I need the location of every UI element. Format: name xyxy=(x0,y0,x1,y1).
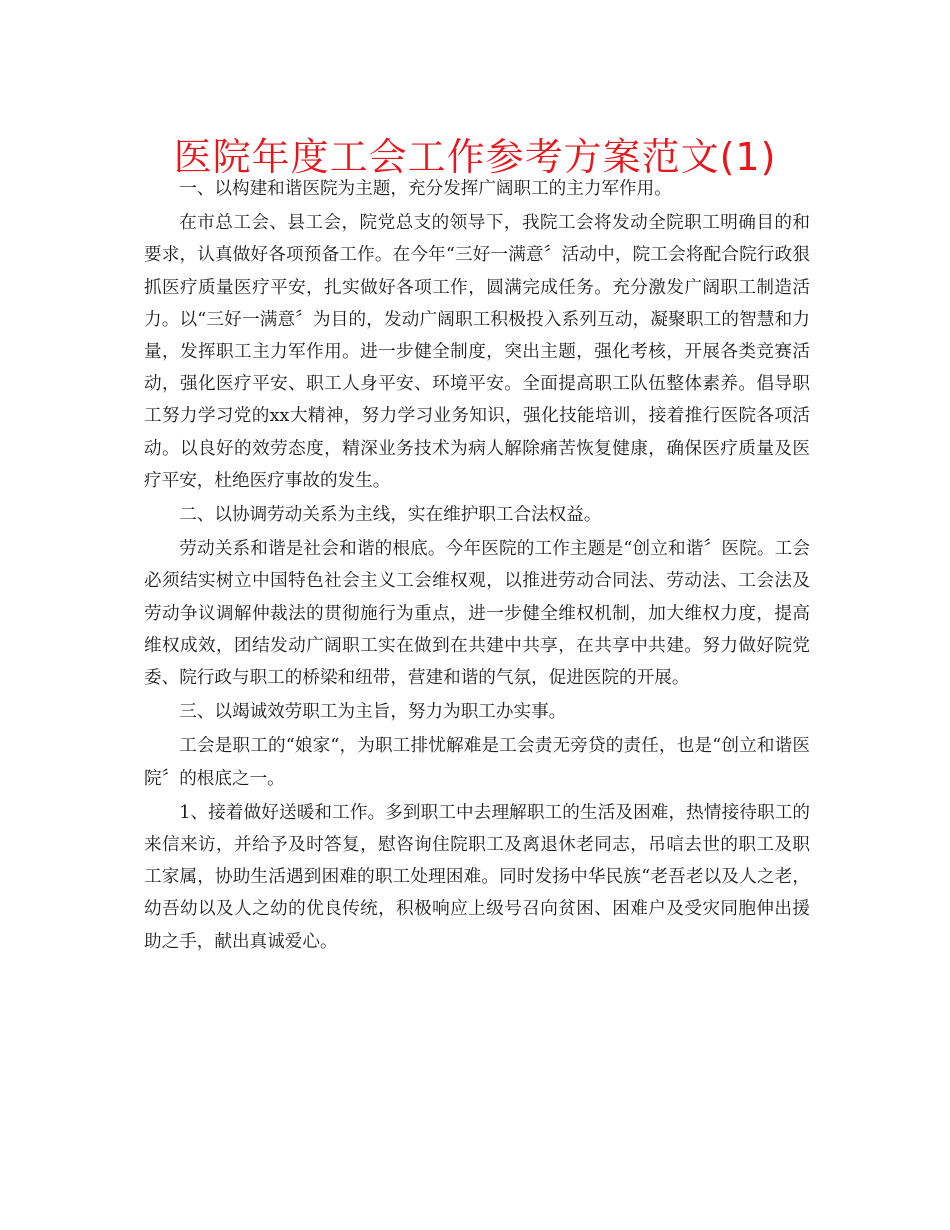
section-heading-3: 三、以竭诚效劳职工为主旨，努力为职工办实事。 xyxy=(179,702,567,723)
document-body xyxy=(144,173,810,960)
paragraph-1: 在市总工会、县工会，院党总支的领导下，我院工会将发动全院职工明确目的和要求，认真做好各项预备工作。在今年“三好一满意〞活动中，院工会将配合院行政狠抓医疗质量医疗平安，扎实做好各项工作，圆满完成任务。充分激发广阔职工制造活力。以“三好一满意〞为目的，发动广阔职工积极投入系列互动，凝聚职工的智慧和力量，发挥职工主力军作用。进一步健全制度，突出主题，强化考核，开展各类竞赛活动，强化医疗平安、职工人身平安、环境平安。全面提高职工队伍整体素养。倡导职工努力学习党的xx大精神，努力学习业务知识，强化技能培训，接着推行医院各项活动。以良好的效劳态度，精深业务技术为病人解除痛苦恢复健康，确保医疗质量及医疗平安，杜绝医疗事故的发生。 xyxy=(144,213,810,491)
document-title: 医院年度工会工作参考方案范文(1) xyxy=(173,135,777,179)
paragraph-4: 1、接着做好送暖和工作。多到职工中去理解职工的生活及困难，热情接待职工的来信来访，并给予及时答复，慰咨询住院职工及离退休老同志，吊唁去世的职工及职工家属，协助生活遇到困难的职工处理困难。同时发扬中华民族“老吾老以及人之老，幼吾幼以及人之幼的优良传统，积极响应上级号召向贫困、困难户及受灾同胞伸出援助之手，献出真诚爱心。 xyxy=(144,802,810,952)
paragraph-3: 工会是职工的“娘家“，为职工排忧解难是工会责无旁贷的责任，也是“创立和谐医院〞的根底之一。 xyxy=(144,736,810,789)
paragraph-2: 劳动关系和谐是社会和谐的根底。今年医院的工作主题是“创立和谐〞医院。工会必须结实树立中国特色社会主义工会维权观，以推进劳动合同法、劳动法、工会法及劳动争议调解仲裁法的贯彻施行为重点，进一步健全维权机制，加大维权力度，提高维权成效，团结发动广阔职工实在做到在共建中共享，在共享中共建。努力做好院党委、院行政与职工的桥梁和纽带，营建和谐的气氛，促进医院的开展。 xyxy=(144,539,810,689)
section-heading-2: 二、以协调劳动关系为主线，实在维护职工合法权益。 xyxy=(179,505,602,526)
section-heading-1: 一、以构建和谐医院为主题，充分发挥广阔职工的主力军作用。 xyxy=(179,179,672,199)
